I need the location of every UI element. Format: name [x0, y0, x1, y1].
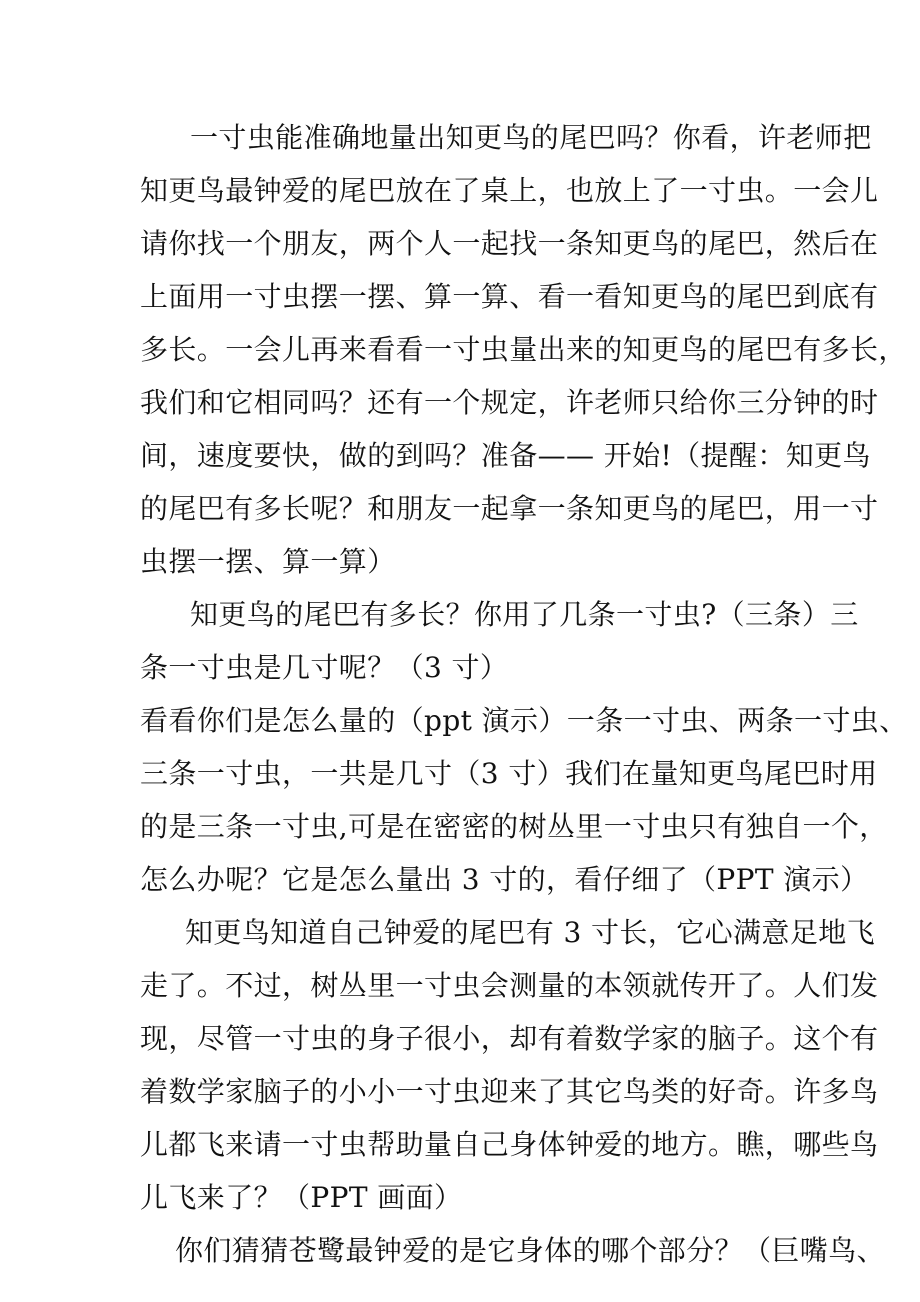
text-line: 请你找一个朋友，两个人一起找一条知更鸟的尾巴，然后在	[140, 227, 879, 260]
text-line: 现，尽管一寸虫的身子很小，却有着数学家的脑子。这个有	[140, 1022, 879, 1055]
text-line: 一寸虫能准确地量出知更鸟的尾巴吗？你看，许老师把	[190, 121, 872, 154]
text-line: 着数学家脑子的小小一寸虫迎来了其它鸟类的好奇。许多鸟	[140, 1075, 879, 1108]
text-line: 的尾巴有多长呢？和朋友一起拿一条知更鸟的尾巴，用一寸	[140, 492, 879, 525]
text-line: 三条一寸虫，一共是几寸（3 寸）我们在量知更鸟尾巴时用	[140, 757, 878, 790]
text-line: 条一寸虫是几寸呢？（3 寸）	[140, 651, 509, 684]
text-line: 看看你们是怎么量的（ppt 演示）一条一寸虫、两条一寸虫、	[140, 704, 908, 737]
text-line: 你们猜猜苍鹭最钟爱的是它身体的哪个部分？（巨嘴鸟、	[175, 1234, 886, 1267]
text-line: 知更鸟知道自己钟爱的尾巴有 3 寸长，它心满意足地飞	[185, 916, 876, 949]
text-line: 虫摆一摆、算一算）	[140, 545, 396, 578]
text-line: 怎么办呢？它是怎么量出 3 寸的，看仔细了（PPT 演示）	[140, 863, 869, 896]
text-line: 知更鸟最钟爱的尾巴放在了桌上，也放上了一寸虫。一会儿	[140, 174, 879, 207]
text-line: 走了。不过，树丛里一寸虫会测量的本领就传开了。人们发	[140, 969, 879, 1002]
text-line: 多长。一会儿再来看看一寸虫量出来的知更鸟的尾巴有多长，	[140, 333, 907, 366]
text-line: 知更鸟的尾巴有多长？你用了几条一寸虫?（三条）三	[190, 598, 859, 631]
text-line: 儿都飞来请一寸虫帮助量自己身体钟爱的地方。瞧，哪些鸟	[140, 1128, 879, 1161]
text-line: 儿飞来了？（PPT 画面）	[140, 1181, 463, 1214]
text-line: 我们和它相同吗？还有一个规定，许老师只给你三分钟的时	[140, 386, 879, 419]
text-line: 上面用一寸虫摆一摆、算一算、看一看知更鸟的尾巴到底有	[140, 280, 879, 313]
text-line: 的是三条一寸虫,可是在密密的树丛里一寸虫只有独自一个，	[140, 810, 888, 843]
text-line: 间，速度要快，做的到吗？准备—— 开始!（提醒：知更鸟	[140, 439, 871, 472]
